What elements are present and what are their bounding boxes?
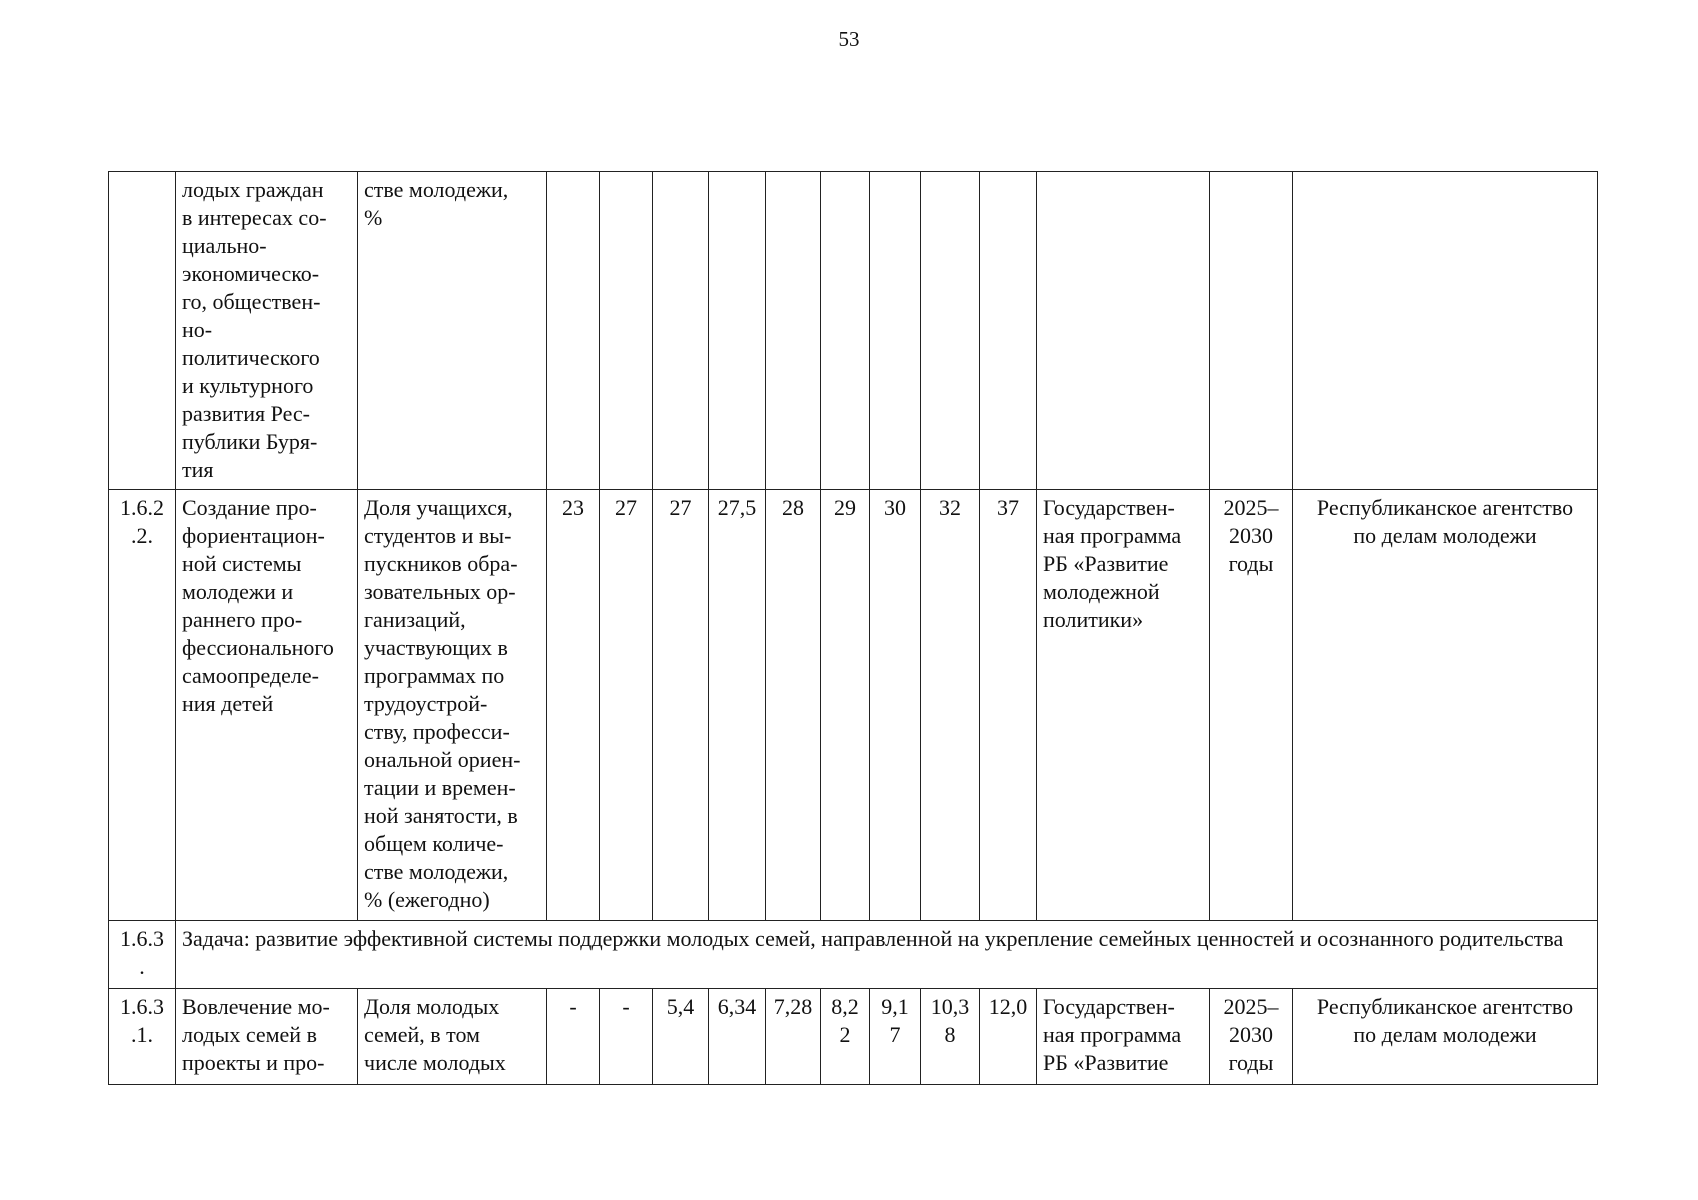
value-cell: 12,0 [980,989,1037,1085]
value-cell: - [600,989,653,1085]
value-cell [921,172,980,490]
page-number: 53 [838,27,860,51]
event-name: лодых граждан в интересах со- циально- экономическо- го, обществен- но- политического и культурного развития Рес- публики Буря- тия [176,172,358,490]
value-cell: 8,2 2 [821,989,870,1085]
value-cell: 9,1 7 [870,989,921,1085]
value-cell [653,172,709,490]
event-name: Вовлечение мо- лодых семей в проекты и про- [176,989,358,1085]
value-cell: 27 [653,490,709,921]
executor [1293,172,1598,490]
indicator-name: стве молодежи, % [358,172,547,490]
value-cell: 10,3 8 [921,989,980,1085]
value-cell [766,172,821,490]
row-code: 1.6.3 .1. [109,989,176,1085]
value-cell [980,172,1037,490]
value-cell: - [547,989,600,1085]
value-cell: 5,4 [653,989,709,1085]
program-name: Государствен- ная программа РБ «Развитие молодежной политики» [1037,490,1210,921]
value-cell: 32 [921,490,980,921]
period [1210,172,1293,490]
value-cell: 7,28 [766,989,821,1085]
value-cell [870,172,921,490]
value-cell: 6,34 [709,989,766,1085]
period: 2025– 2030 годы [1210,490,1293,921]
table-row [109,989,1598,1085]
task-text: Задача: развитие эффективной системы поддержки молодых семей, направленной на укрепление семейных ценностей и осознанного родительства [176,921,1598,989]
task-row [109,921,1598,989]
program-name: Государствен- ная программа РБ «Развитие [1037,989,1210,1085]
value-cell: 37 [980,490,1037,921]
value-cell: 30 [870,490,921,921]
value-cell: 27 [600,490,653,921]
value-cell: 29 [821,490,870,921]
row-code: 1.6.2 .2. [109,490,176,921]
program-name [1037,172,1210,490]
row-code [109,172,176,490]
table-row [109,490,1598,921]
event-name: Создание про- фориентацион- ной системы молодежи и раннего про- фессионального самоопределе- ния детей [176,490,358,921]
executor: Республиканское агентство по делам молодежи [1293,490,1598,921]
table-row [109,172,1598,490]
value-cell [600,172,653,490]
value-cell: 23 [547,490,600,921]
value-cell [709,172,766,490]
value-cell [821,172,870,490]
indicators-table [108,171,1598,1085]
value-cell: 28 [766,490,821,921]
executor: Республиканское агентство по делам молодежи [1293,989,1598,1085]
indicator-name: Доля учащихся, студентов и вы- пускников обра- зовательных ор- ганизаций, участвующих в программах по трудоустрой- ству, професси- ональной ориен- тации и времен- ной занятости, в общем количе- стве молодежи, % (ежегодно) [358,490,547,921]
indicator-name: Доля молодых семей, в том числе молодых [358,989,547,1085]
row-code: 1.6.3 . [109,921,176,989]
period: 2025– 2030 годы [1210,989,1293,1085]
value-cell [547,172,600,490]
value-cell: 27,5 [709,490,766,921]
